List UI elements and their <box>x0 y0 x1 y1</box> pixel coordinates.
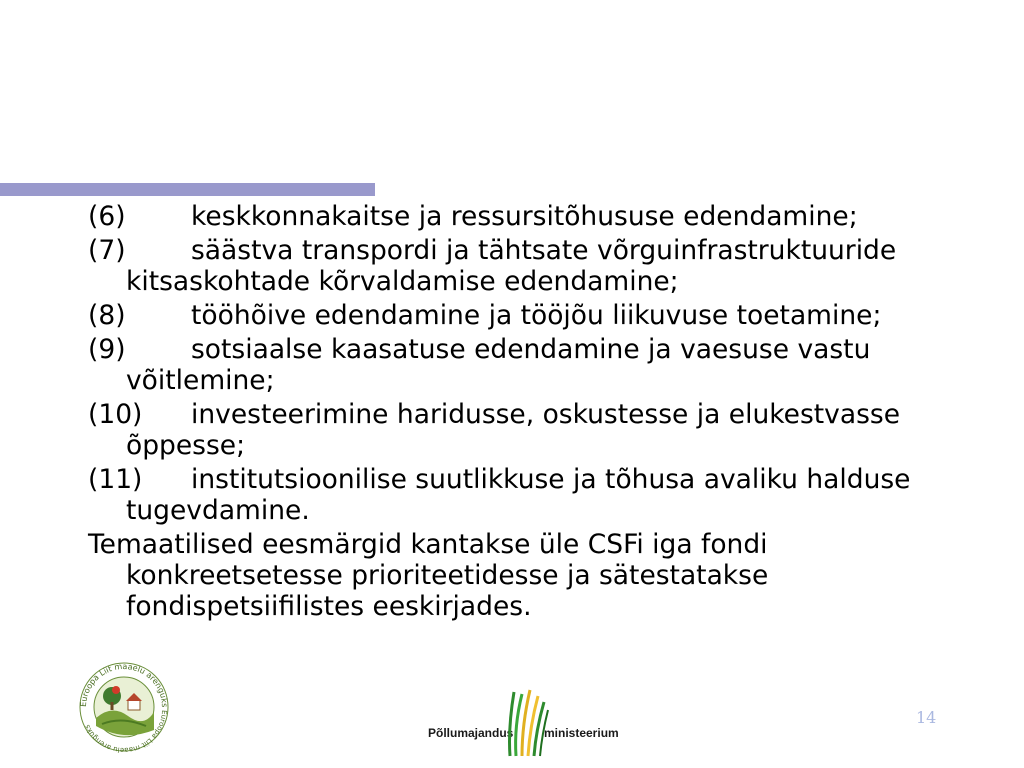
slide-body <box>88 201 988 622</box>
item-text: tööhõive edendamine ja tööjõu liikuvuse toetamine; <box>191 300 882 331</box>
item-text: säästva transpordi ja tähtsate võrguinfrastruktuuride kitsaskohtade kõrvaldamise edendamine; <box>126 235 897 297</box>
ministry-logo <box>428 688 628 758</box>
eu-rural-development-logo <box>72 660 176 754</box>
list-item <box>88 235 988 297</box>
ministry-name-right: ministeerium <box>544 726 619 740</box>
item-text: sotsiaalse kaasatuse edendamine ja vaesuse vastu võitlemine; <box>126 334 871 396</box>
list-item <box>88 464 988 526</box>
item-text: keskkonnakaitse ja ressursitõhususe edendamine; <box>191 201 858 232</box>
item-number: (11) <box>88 464 143 495</box>
list-item <box>88 399 988 461</box>
item-number: (7) <box>88 235 126 266</box>
ministry-name-left: Põllumajandus <box>428 726 514 740</box>
svg-text:Euroopa Liit maaelu arenguks: Euroopa Liit maaelu arenguks <box>83 709 169 754</box>
item-text: investeerimine haridusse, oskustesse ja elukestvasse õppesse; <box>126 399 900 461</box>
item-number: (9) <box>88 334 126 365</box>
item-number: (6) <box>88 201 126 232</box>
page-number: 14 <box>916 708 937 727</box>
item-number: (8) <box>88 300 126 331</box>
list-item <box>88 300 988 331</box>
list-item <box>88 201 988 232</box>
wheat-stalks-icon <box>502 688 552 758</box>
item-number: (10) <box>88 399 143 430</box>
list-item <box>88 334 988 396</box>
summary-paragraph: Temaatilised eesmärgid kantakse üle CSFi iga fondi konkreetsetesse prioriteetidesse ja sätestatakse fondispetsiifilistes eeskirjades. <box>88 529 769 622</box>
title-accent-bar <box>0 183 375 196</box>
svg-text:Euroopa Liit maaelu arenguks: Euroopa Liit maaelu arenguks <box>78 661 170 708</box>
item-text: institutsioonilise suutlikkuse ja tõhusa avaliku halduse tugevdamine. <box>126 464 911 526</box>
